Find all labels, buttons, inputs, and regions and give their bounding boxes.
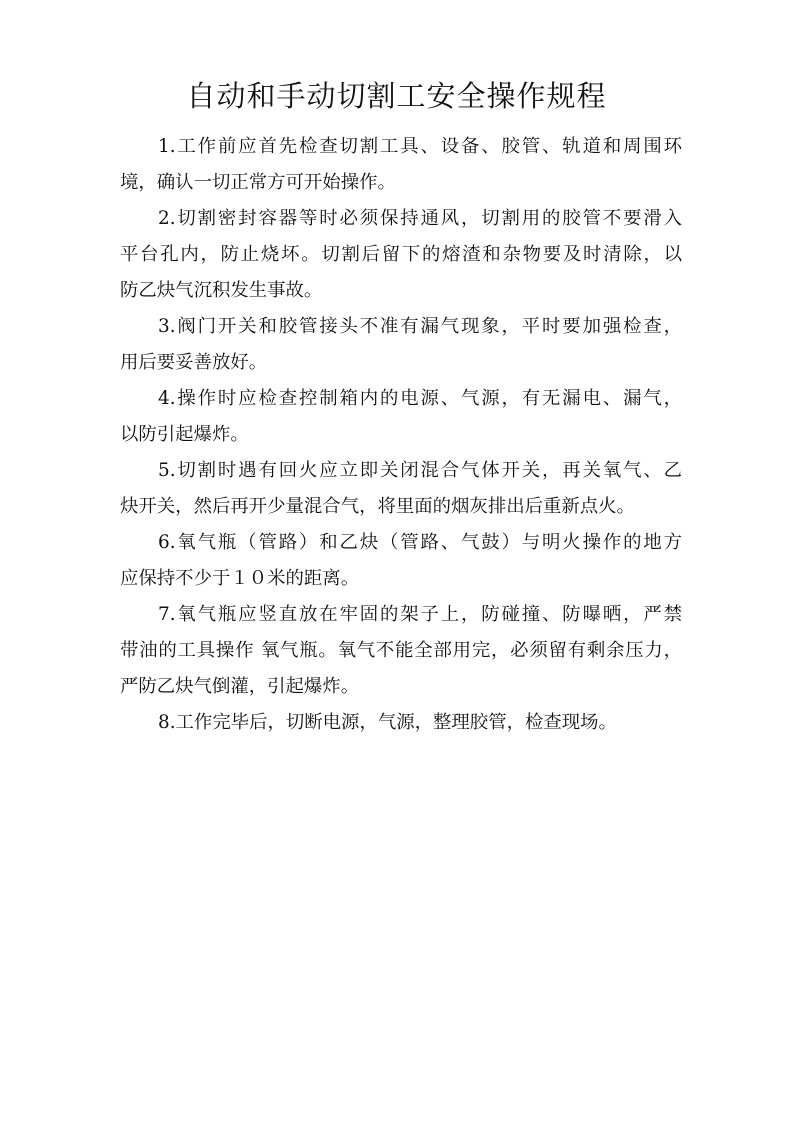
paragraph-5	[120, 453, 682, 525]
paragraph-8	[120, 705, 682, 741]
text-line: 用后要妥善放好。	[120, 352, 268, 373]
paragraph-6	[120, 525, 682, 597]
text-line: 8.工作完毕后，切断电源，气源，整理胶管，检查现场。	[158, 712, 617, 733]
paragraph-1	[120, 129, 682, 201]
text-line: 带油的工具操作 氧气瓶。氧气不能全部用完，必须留有剩余压力，	[120, 640, 682, 661]
text-line: 7.氧气瓶应竖直放在牢固的架子上，防碰撞、防曝晒，严禁	[158, 604, 682, 625]
text-line: 炔开关，然后再开少量混合气，将里面的烟灰排出后重新点火。	[120, 496, 635, 517]
text-line: 以防引起爆炸。	[120, 424, 249, 445]
document-body	[120, 129, 682, 741]
text-line: 3.阀门开关和胶管接头不准有漏气现象，平时要加强检查，	[158, 316, 682, 337]
text-line: 6.氧气瓶（管路）和乙炔（管路、气鼓）与明火操作的地方	[158, 532, 682, 553]
paragraph-2	[120, 201, 682, 309]
text-line: 境，确认一切正常方可开始操作。	[120, 172, 396, 193]
paragraph-7	[120, 597, 682, 705]
text-line: 1.工作前应首先检查切割工具、设备、胶管、轨道和周围环	[158, 136, 682, 157]
text-line: 平台孔内，防止烧坏。切割后留下的熔渣和杂物要及时清除，以	[120, 244, 682, 265]
text-line: 防乙炔气沉积发生事故。	[120, 280, 323, 301]
paragraph-3	[120, 309, 682, 381]
document-title: 自动和手动切割工安全操作规程	[186, 79, 607, 113]
text-line: 4.操作时应检查控制箱内的电源、气源，有无漏电、漏气，	[158, 388, 682, 409]
paragraph-4	[120, 381, 682, 453]
text-line: 2.切割密封容器等时必须保持通风，切割用的胶管不要滑入	[158, 208, 682, 229]
text-line: 严防乙炔气倒灌，引起爆炸。	[120, 676, 360, 697]
text-line: 应保持不少于１０米的距离。	[120, 568, 360, 589]
text-line: 5.切割时遇有回火应立即关闭混合气体开关，再关氧气、乙	[158, 460, 682, 481]
